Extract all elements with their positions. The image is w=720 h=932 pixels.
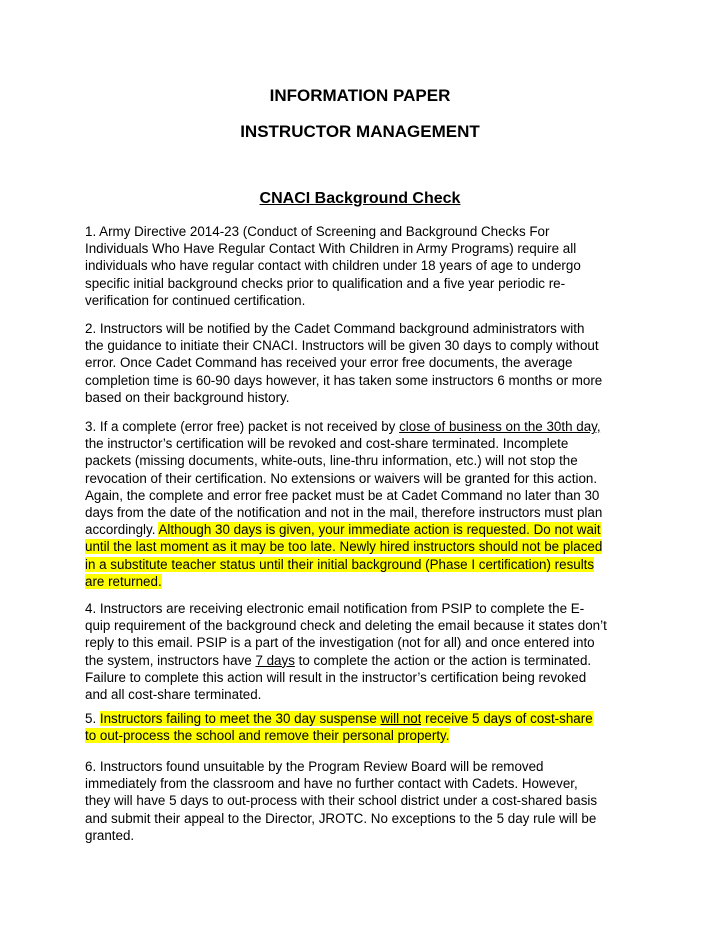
- paragraph-line: Individuals Who Have Regular Contact With Children in Army Programs) require all: [85, 241, 577, 257]
- document-title: INFORMATION PAPER: [269, 86, 451, 105]
- highlighted-text: are returned.: [85, 573, 162, 589]
- highlighted-text: receive 5 days of cost-share: [421, 711, 593, 726]
- paragraph-line: immediately from the classroom and have no further contact with Cadets. However,: [85, 776, 578, 792]
- paragraph-line: [85, 521, 645, 538]
- paragraph-text: 3. If a complete (error free) packet is not received by: [85, 419, 400, 434]
- paragraph-line: verification for continued certification.: [85, 292, 306, 308]
- highlighted-text: in a substitute teacher status until their initial background (Phase I certification) results: [85, 556, 595, 572]
- paragraph-line: revocation of their certification. No extensions or waivers will be granted for this action.: [85, 470, 598, 486]
- paragraph-line: [85, 418, 645, 435]
- paragraph-line: individuals who have regular contact with children under 18 years of age to undergo: [85, 258, 581, 274]
- paragraph-line: days from the date of the notification and not in the mail, therefore instructors must plan: [85, 504, 603, 520]
- paragraph-line: reply to this email. PSIP is a part of the investigation (not for all) and once entered into: [85, 635, 595, 651]
- highlighted-underlined-text: will not: [380, 711, 422, 726]
- paragraph-line: Failure to complete this action will result in the instructor’s certification being revoked: [85, 669, 587, 685]
- paragraph-line: error. Once Cadet Command has received your error free documents, the average: [85, 355, 573, 371]
- paragraph-line: packets (missing documents, white-outs, line-thru information, etc.) will not stop the: [85, 453, 578, 469]
- paragraph-line: they will have 5 days to out-process with their school district under a cost-shared basis: [85, 793, 598, 809]
- document-subtitle: INSTRUCTOR MANAGEMENT: [240, 122, 480, 141]
- paragraph-line: [85, 652, 645, 669]
- paragraph-2: [85, 320, 645, 406]
- paragraph-text: the system, instructors have: [85, 652, 256, 668]
- paragraph-line: 1. Army Directive 2014-23 (Conduct of Screening and Background Checks For: [85, 224, 550, 239]
- paragraph-text: to complete the action or the action is terminated.: [294, 652, 592, 668]
- paragraph-line: the instructor’s certification will be revoked and cost-share terminated. Incomplete: [85, 436, 569, 452]
- paragraph-line: 2. Instructors will be notified by the Cadet Command background administrators with: [85, 321, 585, 336]
- paragraph-1: [85, 223, 645, 309]
- paragraph-text: 5.: [85, 711, 100, 726]
- paragraph-line: [85, 727, 645, 744]
- highlighted-text: Instructors failing to meet the 30 day suspense: [99, 711, 381, 726]
- paragraph-line: based on their background history.: [85, 389, 290, 405]
- section-heading: CNACI Background Check: [259, 190, 461, 207]
- paragraph-line: quip requirement of the background check and deleting the email because it states don’t: [85, 618, 607, 634]
- paragraph-line: Again, the complete and error free packet must be at Cadet Command no later than 30: [85, 487, 600, 503]
- paragraph-line: and submit their appeal to the Director, JROTC. No exceptions to the 5 day rule will be: [85, 810, 597, 826]
- paragraph-line: the guidance to initiate their CNACI. Instructors will be given 30 days to comply without: [85, 338, 599, 354]
- paragraph-line: specific initial background checks prior to qualification and a five year periodic re-: [85, 275, 566, 291]
- paragraph-line: 4. Instructors are receiving electronic email notification from PSIP to complete the E-: [85, 601, 585, 616]
- paragraph-line: granted.: [85, 827, 135, 843]
- paragraph-line: and all cost-share terminated.: [85, 686, 262, 702]
- deadline-underlined-text: close of business on the 30th day,: [399, 419, 601, 434]
- paragraph-line: [85, 573, 645, 590]
- highlighted-text: Although 30 days is given, your immediate action is requested. Do not wait: [158, 522, 601, 538]
- paragraph-line: 6. Instructors found unsuitable by the Program Review Board will be removed: [85, 759, 544, 774]
- paragraph-5: [85, 710, 645, 744]
- paragraph-line: [85, 538, 645, 555]
- paragraph-line: [85, 556, 645, 573]
- paragraph-3: [85, 418, 645, 590]
- paragraph-text: accordingly.: [85, 522, 159, 538]
- highlighted-text: until the last moment as it may be too late. Newly hired instructors should not be placed: [85, 539, 603, 555]
- paragraph-line: completion time is 60-90 days however, it has taken some instructors 6 months or more: [85, 372, 603, 388]
- paragraph-6: [85, 758, 645, 844]
- highlighted-text: to out-process the school and remove their personal property.: [85, 728, 450, 744]
- paragraph-line: [85, 710, 645, 727]
- paragraph-4: [85, 600, 645, 703]
- underlined-text: 7 days: [255, 652, 295, 668]
